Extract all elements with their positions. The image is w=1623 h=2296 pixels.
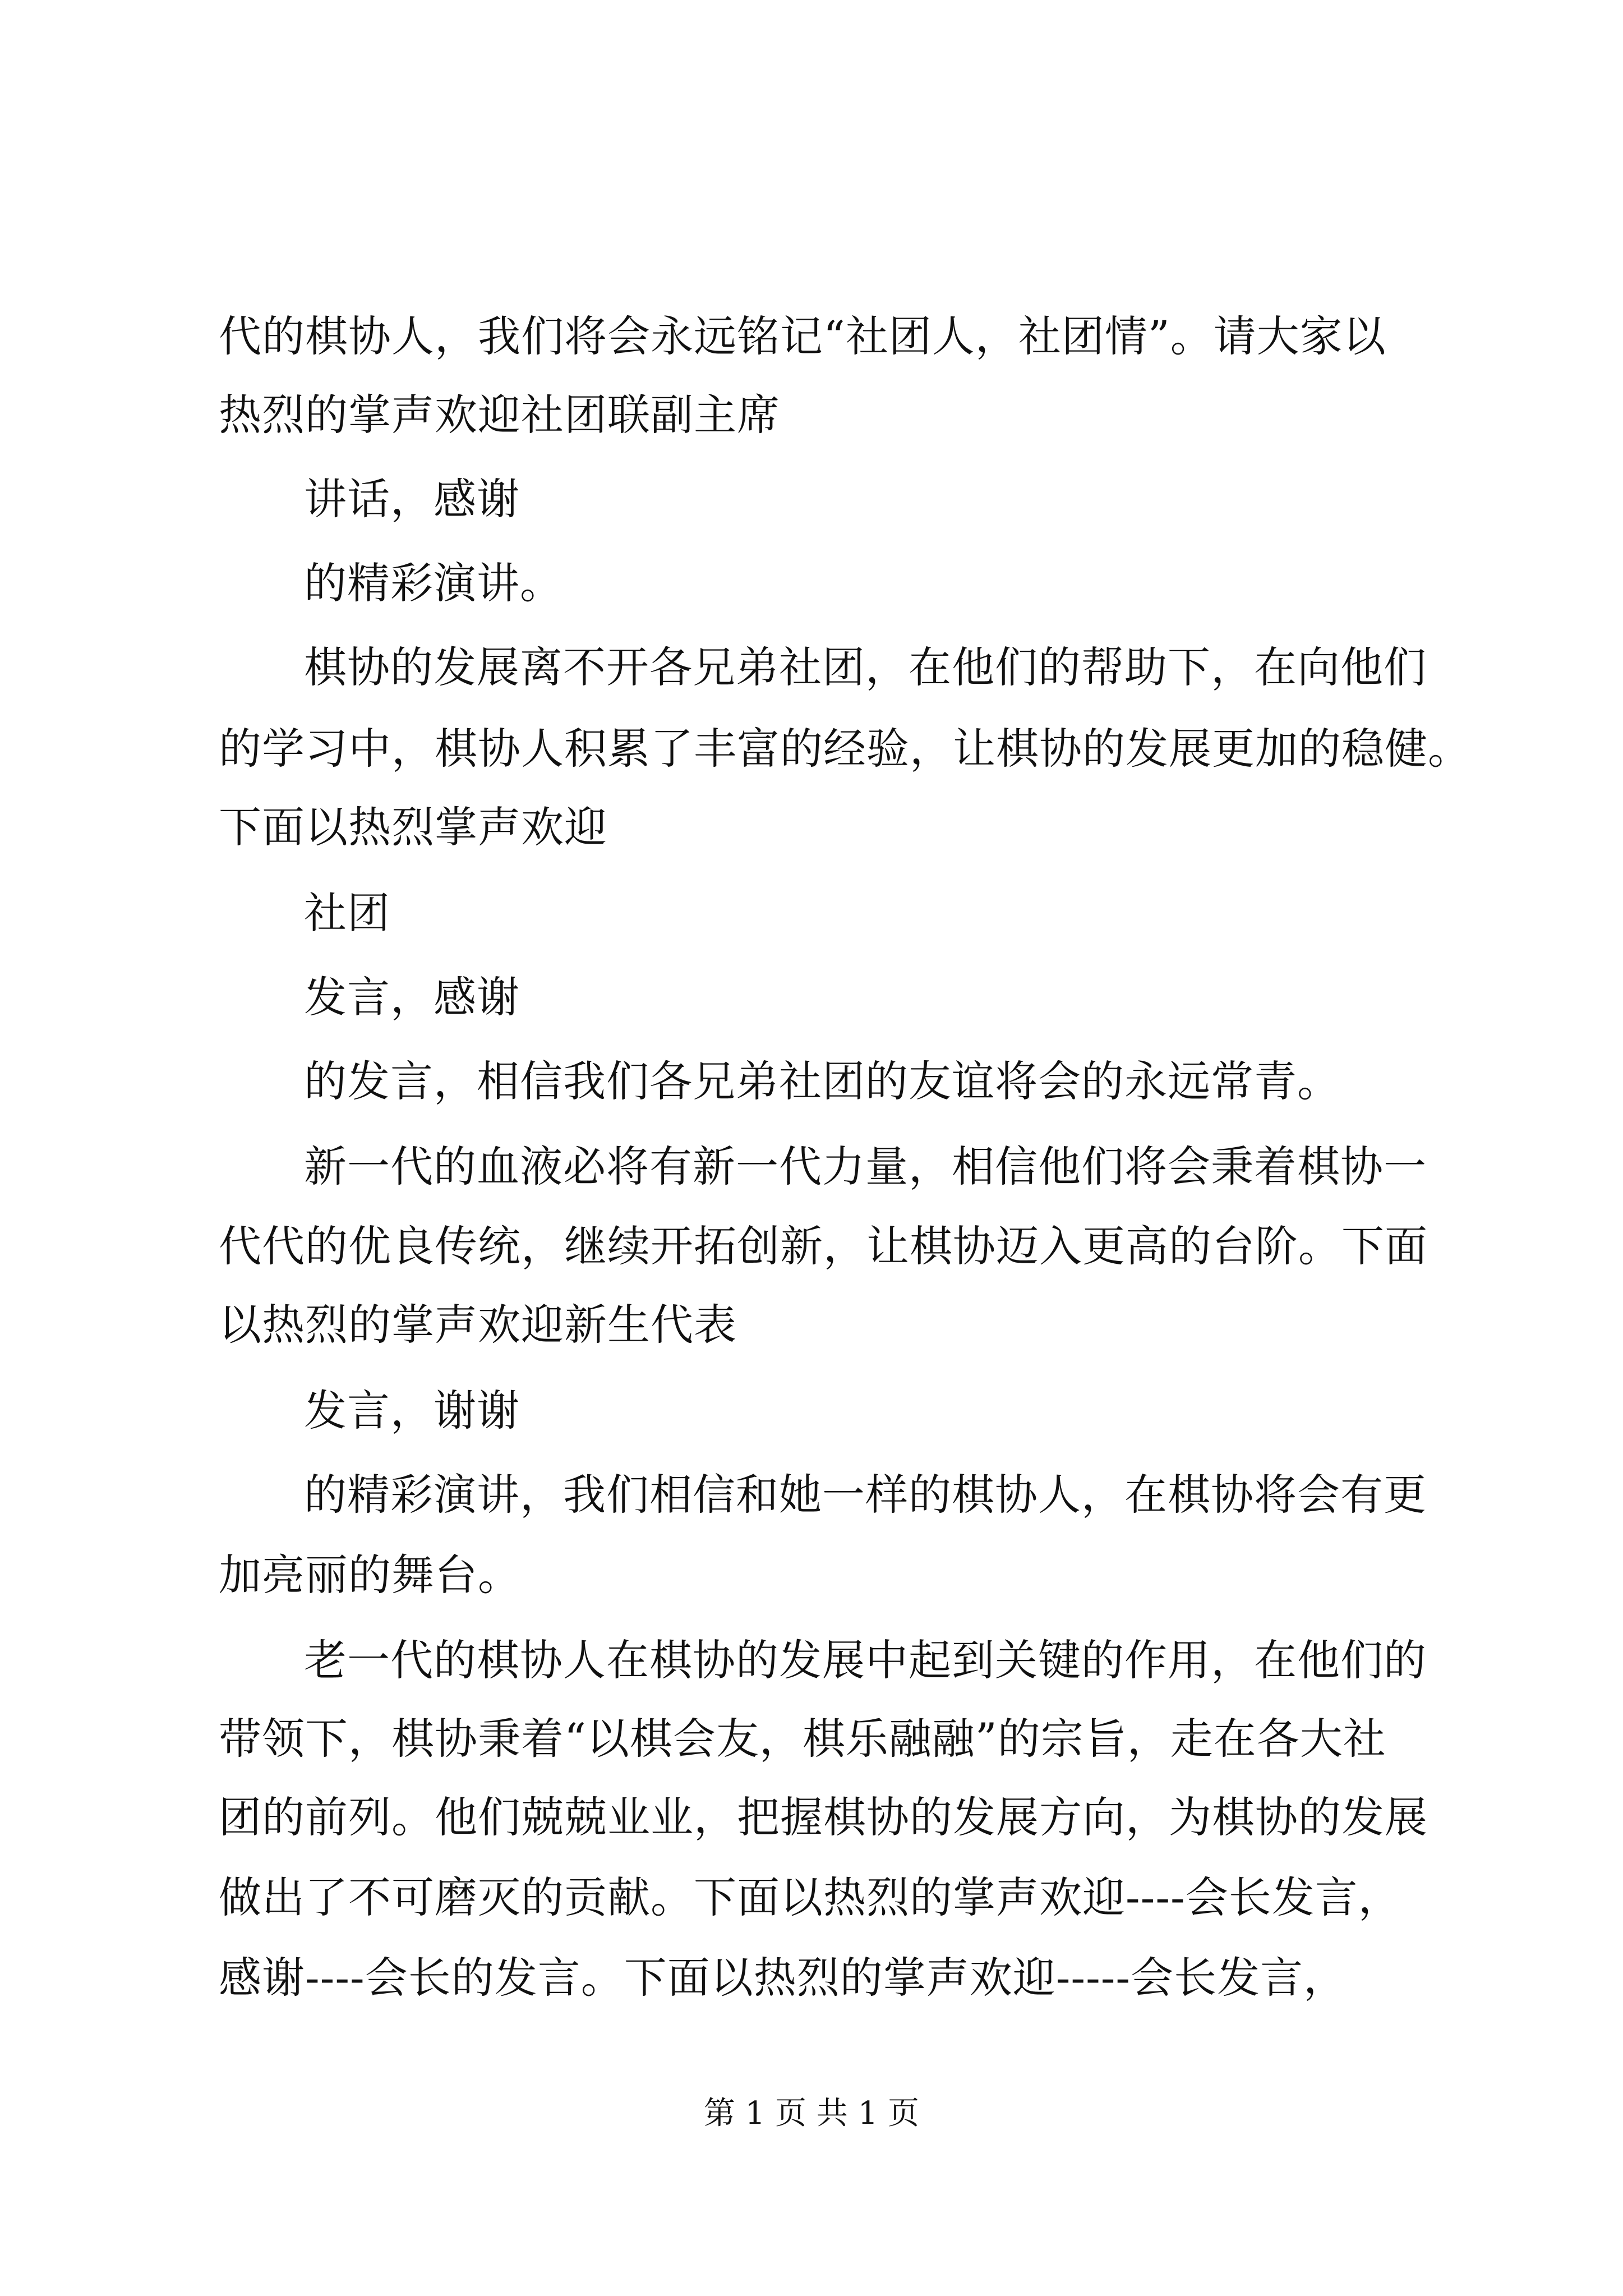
text-line-11: 新一代的血液必将有新一代力量，相信他们将会秉着棋协一 xyxy=(304,1142,1427,1191)
text-line-14: 发言，谢谢 xyxy=(304,1386,520,1435)
page-footer: 第 1 页 共 1 页 xyxy=(703,2095,920,2132)
text-line-19: 团的前列。他们兢兢业业，把握棋协的发展方向，为棋协的发展 xyxy=(219,1792,1428,1842)
text-line-12: 代代的优良传统，继续开拓创新，让棋协迈入更高的台阶。下面 xyxy=(219,1221,1428,1271)
text-line-6: 的学习中，棋协人积累了丰富的经验，让棋协的发展更加的稳健。 xyxy=(219,724,1471,774)
text-line-16: 加亮丽的舞台。 xyxy=(219,1550,521,1600)
text-line-17: 老一代的棋协人在棋协的发展中起到关键的作用，在他们的 xyxy=(304,1635,1427,1685)
text-line-20: 做出了不可磨灭的贡献。下面以热烈的掌声欢迎----会长发言， xyxy=(219,1872,1401,1922)
text-line-1: 代的棋协人，我们将会永远铭记“社团人，社团情”。请大家以 xyxy=(219,311,1386,361)
text-line-2: 热烈的掌声欢迎社团联副主席 xyxy=(219,390,780,440)
text-line-18: 带领下，棋协秉着“以棋会友，棋乐融融”的宗旨，走在各大社 xyxy=(219,1714,1386,1764)
text-line-10: 的发言，相信我们各兄弟社团的友谊将会的永远常青。 xyxy=(304,1056,1340,1106)
text-line-4: 的精彩演讲。 xyxy=(304,558,563,608)
text-line-5: 棋协的发展离不开各兄弟社团，在他们的帮助下，在向他们 xyxy=(304,642,1427,692)
text-line-15: 的精彩演讲，我们相信和她一样的棋协人，在棋协将会有更 xyxy=(304,1470,1427,1520)
text-line-9: 发言，感谢 xyxy=(304,972,520,1022)
text-line-13: 以热烈的掌声欢迎新生代表 xyxy=(219,1300,737,1350)
text-line-8: 社团 xyxy=(304,888,390,938)
text-line-3: 讲话，感谢 xyxy=(304,474,520,524)
text-line-7: 下面以热烈掌声欢迎 xyxy=(219,802,607,852)
text-line-21: 感谢----会长的发言。下面以热烈的掌声欢迎-----会长发言， xyxy=(219,1953,1347,2003)
